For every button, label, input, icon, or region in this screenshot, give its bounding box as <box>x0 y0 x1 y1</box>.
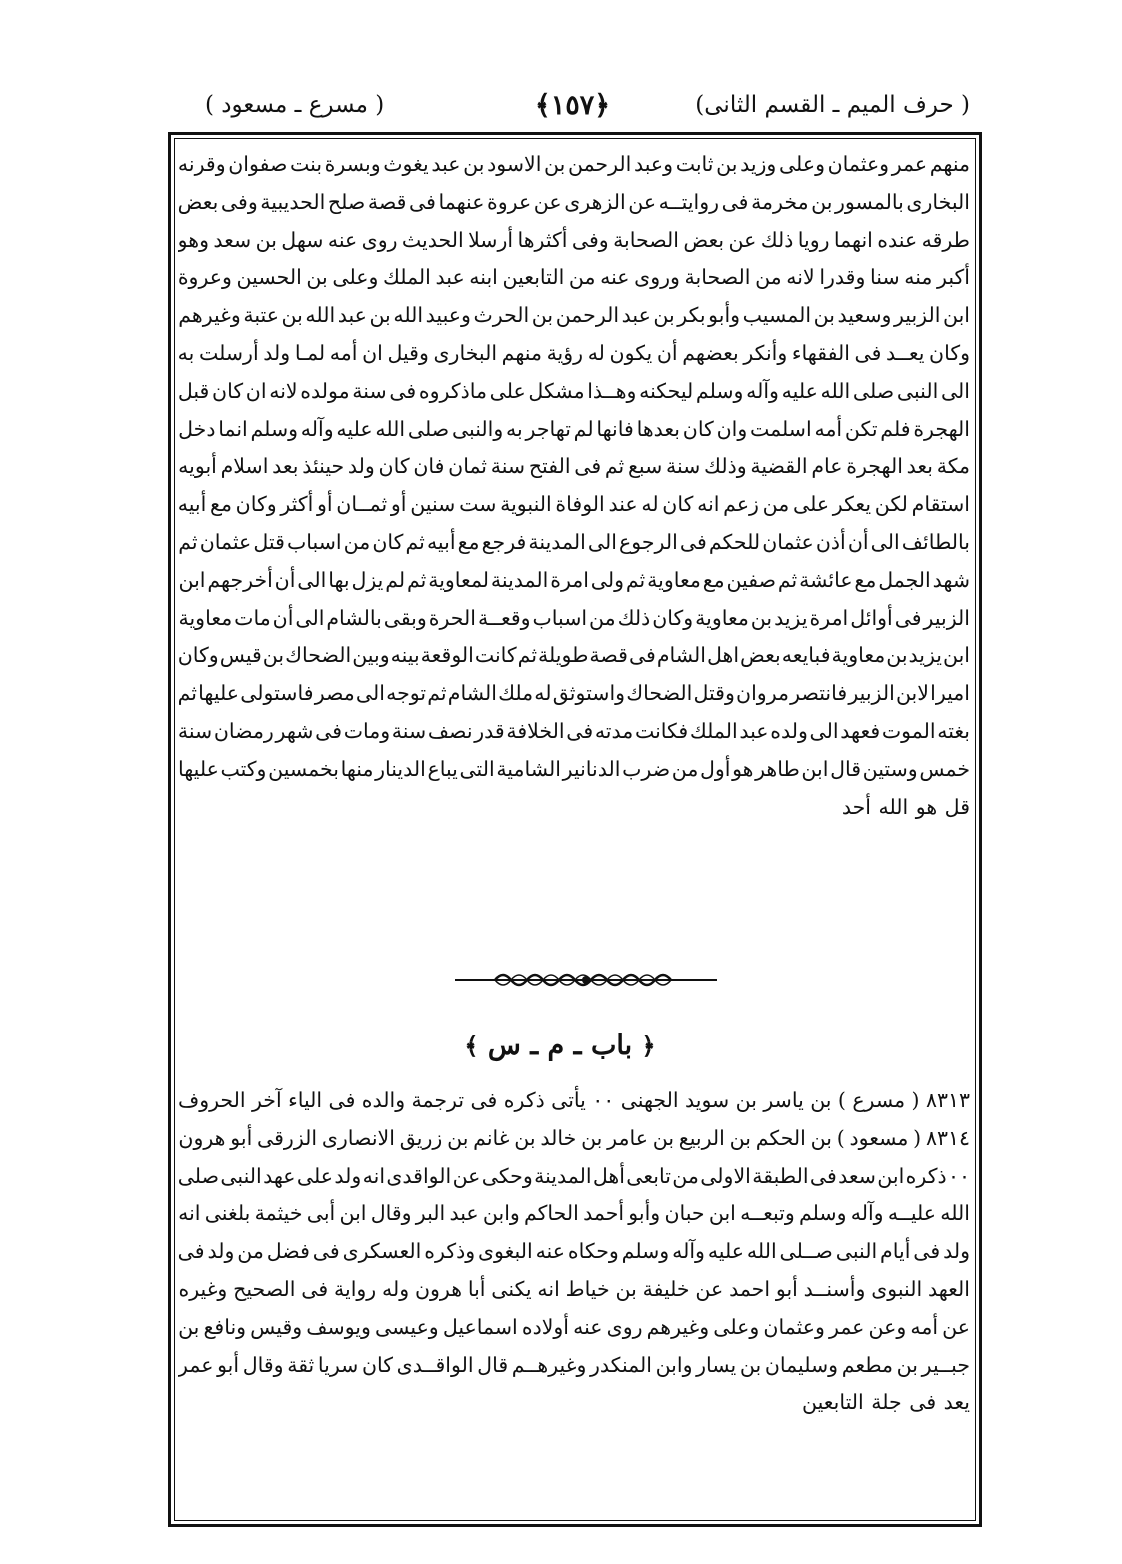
text-line: يعد فى جلة التابعين <box>801 1390 970 1415</box>
text-line: بغته الموت فعهد الى ولده عبد الملك فكانت مدته فى الخلافة قدر نصف سنة ومات فى شهر رمضان سنة <box>178 718 970 743</box>
header-chapter: ( حرف الميم ـ القسم الثانى) <box>695 92 970 118</box>
header-entries: ( مسرع ـ مسعود ) <box>205 92 385 118</box>
text-line: مكة بعد الهجرة عام القضية وذلك سنة سبع ثم فى الفتح سنة ثمان فان كان ولد حينئذ بعد اسلام أبويه <box>178 454 970 479</box>
text-line: اميرا لابن الزبير فانتصر مروان وقتل الضحاك واستوثق له ملك الشام ثم توجه الى مصر فاستولى عليها ثم <box>178 681 970 706</box>
text-line: ٠٠ ذكره ابن سعد فى الطبقة الاولى من تابعى أهل المدينة وحكى عن الواقدى انه ولد على عهد النبى صلى <box>178 1163 970 1188</box>
main-text-continued <box>178 146 970 826</box>
section-heading <box>350 1030 770 1070</box>
text-line: طرقه عنده انهما رويا ذلك عن بعض الصحابة وفى أكثرها أرسلا الحديث روى عنه سهل بن سعد وهو <box>178 227 970 252</box>
section-divider-ornament <box>455 968 717 992</box>
entries-text <box>178 1082 970 1422</box>
text-line: البخارى بالمسور بن مخرمة فى روايتــه عن الزهرى عن عروة عنهما فى قصة صلح الحديبية وفى بعض <box>178 189 970 214</box>
section-heading-text: باب ـ م ـ س <box>487 1030 633 1061</box>
text-line: عن أمه وعن عمر وعثمان وعلى وغيرهم روى عنه أولاده اسماعيل وعيسى ويوسف وقيس ونافع بن <box>178 1314 970 1339</box>
text-line: ولد فى أيام النبى صــلى الله عليه وآله وسلم وحكاه عنه البغوى وذكره العسكرى فى فضل من ولد فى <box>178 1239 970 1264</box>
text-line: وكان يعــد فى الفقهاء وأنكر بعضهم أن يكون له رؤية منهم البخارى وقيل ان أمه لمـا ولد أرسلت به <box>178 340 970 365</box>
text-line: أكبر منه سنا وقدرا لانه من الصحابة وروى عنه من التابعين ابنه عبد الملك وعلى بن الحسين وعروة <box>178 265 970 290</box>
text-line: جبــير بن مطعم وسليمان بن يسار وابن المنكدر وغيرهــم قال الواقــدى كان سريا ثقة وقال أبو عمر <box>178 1352 970 1377</box>
text-line: ابن يزيد بن معاوية فبايعه بعض اهل الشام فى قصة طويلة ثم كانت الوقعة بينه وبين الضحاك بن قيس وكان <box>178 643 970 668</box>
text-line: ٨٣١٣ ( مسرع ) بن ياسر بن سويد الجهنى ٠٠ يأتى ذكره فى ترجمة والده فى الياء آخر الحروف <box>178 1088 970 1112</box>
running-header <box>175 90 970 130</box>
text-line: شهد الجمل مع عائشة ثم صفين مع معاوية ثم ولى امرة المدينة لمعاوية ثم لم يزل بها الى أن أخرجهم ابن <box>178 567 970 592</box>
text-line: العهد النبوى وأسنــد أبو احمد عن خليفة بن خياط انه يكنى أبا هرون وله رواية فى الصحيح وغيره <box>178 1276 970 1301</box>
text-line: استقام لكن يعكر على من زعم انه كان له عند الوفاة النبوية ست سنين أو ثمــان أو أكثر وكان مع أبيه <box>178 492 970 517</box>
text-line: ابن الزبير وسعيد بن المسيب وأبو بكر بن عبد الرحمن بن الحرث وعبيد الله بن عبد الله بن عتبة وغيرهم <box>178 303 970 328</box>
heading-bracket-close: ﴾ <box>464 1031 479 1060</box>
text-line: الزبير فى أوائل امرة يزيد بن معاوية وكان ذلك من اسباب وقعــة الحرة وبقى بالشام الى أن مات معاوية <box>178 605 970 630</box>
text-line: الى النبى صلى الله عليه وآله وسلم ليحكنه وهــذا مشكل على ماذكروه فى سنة مولده لانه ان كان قبل <box>178 378 970 403</box>
text-line: الله عليــه وآله وسلم وتبعــه ابن حبان وأبو أحمد الحاكم وابن عبد البر وقال ابن أبى خيثمة بلغنى انه <box>178 1201 970 1226</box>
text-line: منهم عمر وعثمان وعلى وزيد بن ثابت وعبد الرحمن بن الاسود بن عبد يغوث وبسرة بنت صفوان وقرنه <box>178 152 970 176</box>
text-line: خمس وستين قال ابن طاهر هو أول من ضرب الدنانير الشامية التى يباع الدينار منها بخمسين وكتب عليها <box>178 756 970 781</box>
page-number: ﴿١٥٧﴾ <box>534 90 611 121</box>
text-line: قل هو الله أحد <box>841 794 970 819</box>
text-line: ٨٣١٤ ( مسعود ) بن الحكم بن الربيع بن عامر بن خالد بن غانم بن زريق الانصارى الزرقى أبو هرون <box>178 1125 970 1150</box>
text-line: بالطائف الى أن أذن عثمان للحكم فى الرجوع الى المدينة فرجع مع أبيه ثم كان من اسباب قتل عثمان ثم <box>178 529 970 554</box>
text-line: الهجرة فلم تكن أمه اسلمت وان كان بعدها فانها لم تهاجر به والنبى صلى الله عليه وآله وسلم انما دخل <box>178 416 970 441</box>
heading-bracket-open: ﴿ <box>641 1031 656 1060</box>
